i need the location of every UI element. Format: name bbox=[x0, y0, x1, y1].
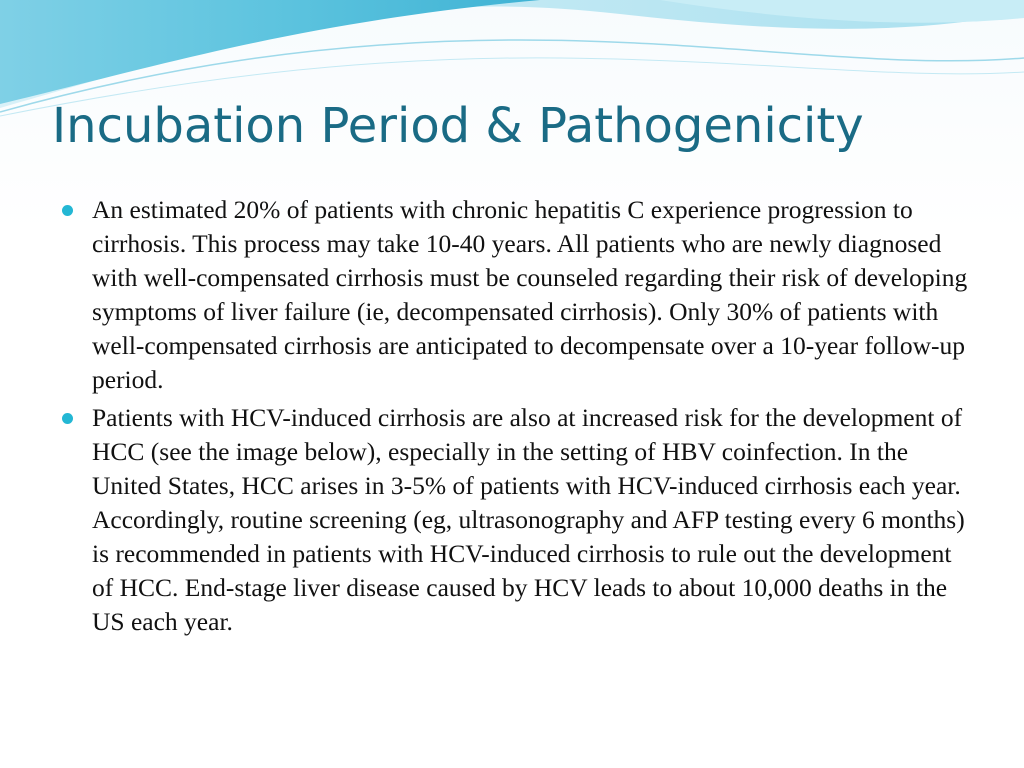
bullet-list bbox=[58, 193, 970, 643]
bullet-dot-icon bbox=[62, 205, 73, 216]
slide-title: Incubation Period & Pathogenicity bbox=[52, 98, 864, 154]
bullet-text: Patients with HCV-induced cirrhosis are also at increased risk for the development of HCC (see the image below), especially in the setting of HBV coinfection. In the United States, HCC arises in 3-5% of patients with HCV-induced cirrhosis each year. Accordingly, routine screening (eg, ultrasonography and AFP testing every 6 months) is recommended in patients with HCV-induced cirrhosis to rule out the development of HCC. End-stage liver disease caused by HCV leads to about 10,000 deaths in the US each year. bbox=[92, 403, 965, 636]
bullet-item bbox=[58, 193, 970, 397]
bullet-dot-icon bbox=[62, 413, 73, 424]
bullet-item bbox=[58, 401, 970, 639]
bullet-text: An estimated 20% of patients with chronic hepatitis C experience progression to cirrhosis. This process may take 10-40 years. All patients who are newly diagnosed with well-compensated cirrhosis must be counseled regarding their risk of developing symptoms of liver failure (ie, decompensated cirrhosis). Only 30% of patients with well-compensated cirrhosis are anticipated to decompensate over a 10-year follow-up period. bbox=[92, 195, 968, 394]
